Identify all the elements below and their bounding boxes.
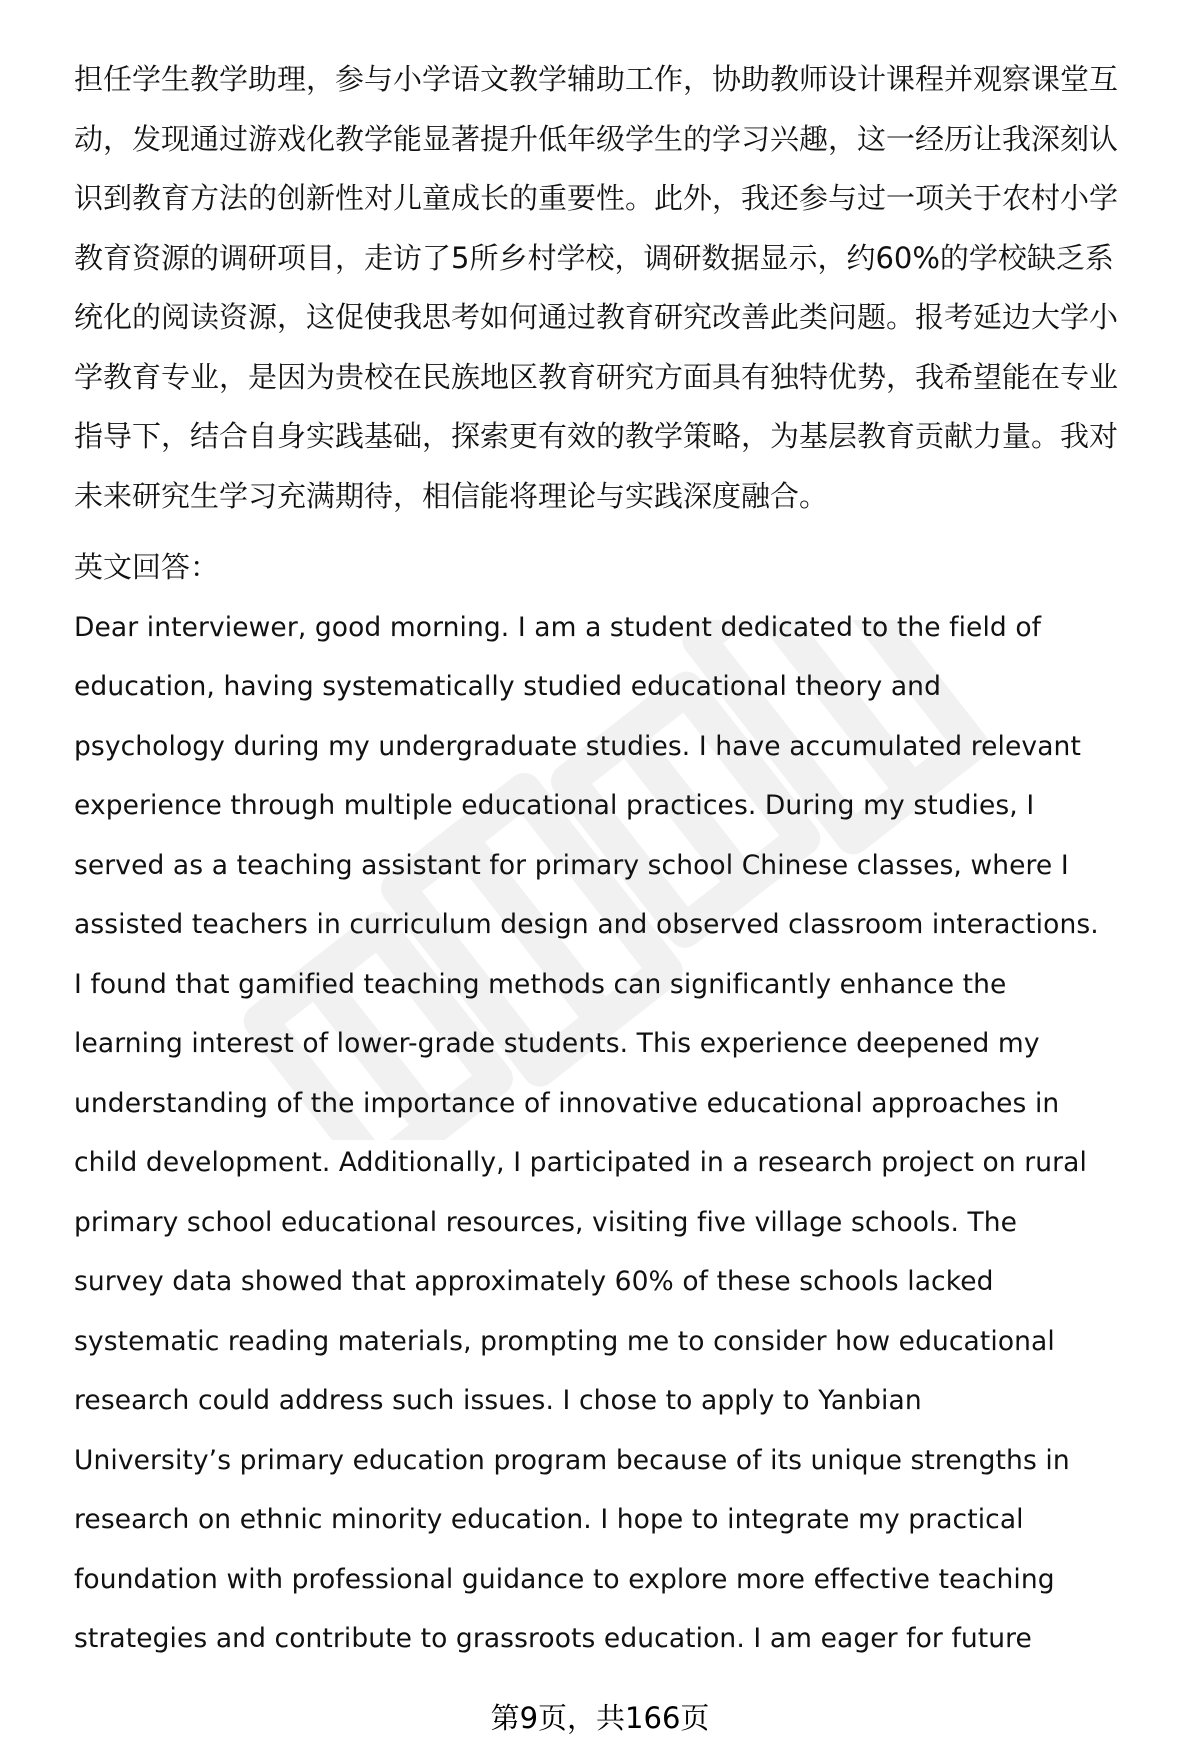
english-answer-heading: 英文回答： [74, 550, 220, 584]
paragraph-line: child development. Additionally, I participated in a research project on rural [74, 1147, 1087, 1178]
paragraph-line: experience through multiple educational practices. During my studies, I [74, 790, 1035, 821]
paragraph-line: assisted teachers in curriculum design and observed classroom interactions. [74, 909, 1099, 940]
paragraph-line: learning interest of lower-grade students. This experience deepened my [74, 1028, 1040, 1059]
paragraph-line: served as a teaching assistant for primary school Chinese classes, where I [74, 849, 1069, 881]
paragraph-line: 识到教育方法的创新性对儿童成长的重要性。此外，我还参与过一项关于农村小学 [74, 181, 1119, 215]
paragraph-line: Dear interviewer, good morning. I am a student dedicated to the field of [74, 611, 1042, 643]
page-content [74, 50, 1154, 1669]
paragraph-line: I found that gamified teaching methods can significantly enhance the [74, 968, 1007, 1000]
page-number-footer: 第9页，共166页 [490, 1701, 710, 1735]
paragraph-line: understanding of the importance of innovative educational approaches in [74, 1087, 1060, 1119]
paragraph-line: strategies and contribute to grassroots education. I am eager for future [74, 1623, 1032, 1654]
paragraph-line: 教育资源的调研项目，走访了5所乡村学校，调研数据显示，约60%的学校缺乏系 [74, 240, 1114, 275]
chinese-answer-paragraph [74, 50, 1154, 526]
paragraph-line: 统化的阅读资源，这促使我思考如何通过教育研究改善此类问题。报考延边大学小 [74, 300, 1119, 334]
paragraph-line: University’s primary education program because of its unique strengths in [74, 1444, 1070, 1476]
paragraph-line: 学教育专业，是因为贵校在民族地区教育研究方面具有独特优势，我希望能在专业 [74, 359, 1119, 394]
paragraph-line: education, having systematically studied educational theory and [74, 671, 941, 702]
paragraph-line: 未来研究生学习充满期待，相信能将理论与实践深度融合。 [74, 478, 829, 513]
paragraph-line: foundation with professional guidance to explore more effective teaching [74, 1563, 1055, 1595]
paragraph-line: 担任学生教学助理，参与小学语文教学辅助工作，协助教师设计课程并观察课堂互 [74, 62, 1119, 96]
paragraph-line: psychology during my undergraduate studies. I have accumulated relevant [74, 730, 1081, 762]
paragraph-line: primary school educational resources, visiting five village schools. The [74, 1206, 1018, 1238]
paragraph-line: survey data showed that approximately 60% of these schools lacked [74, 1266, 994, 1297]
paragraph-line: 指导下，结合自身实践基础，探索更有效的教学策略，为基层教育贡献力量。我对 [74, 419, 1119, 453]
english-answer-paragraph [74, 598, 1154, 1669]
paragraph-line: research on ethnic minority education. I hope to integrate my practical [74, 1504, 1024, 1535]
paragraph-line: research could address such issues. I chose to apply to Yanbian [74, 1385, 922, 1416]
paragraph-line: 动，发现通过游戏化教学能显著提升低年级学生的学习兴趣，这一经历让我深刻认 [74, 121, 1119, 156]
paragraph-line: systematic reading materials, prompting me to consider how educational [74, 1325, 1055, 1357]
